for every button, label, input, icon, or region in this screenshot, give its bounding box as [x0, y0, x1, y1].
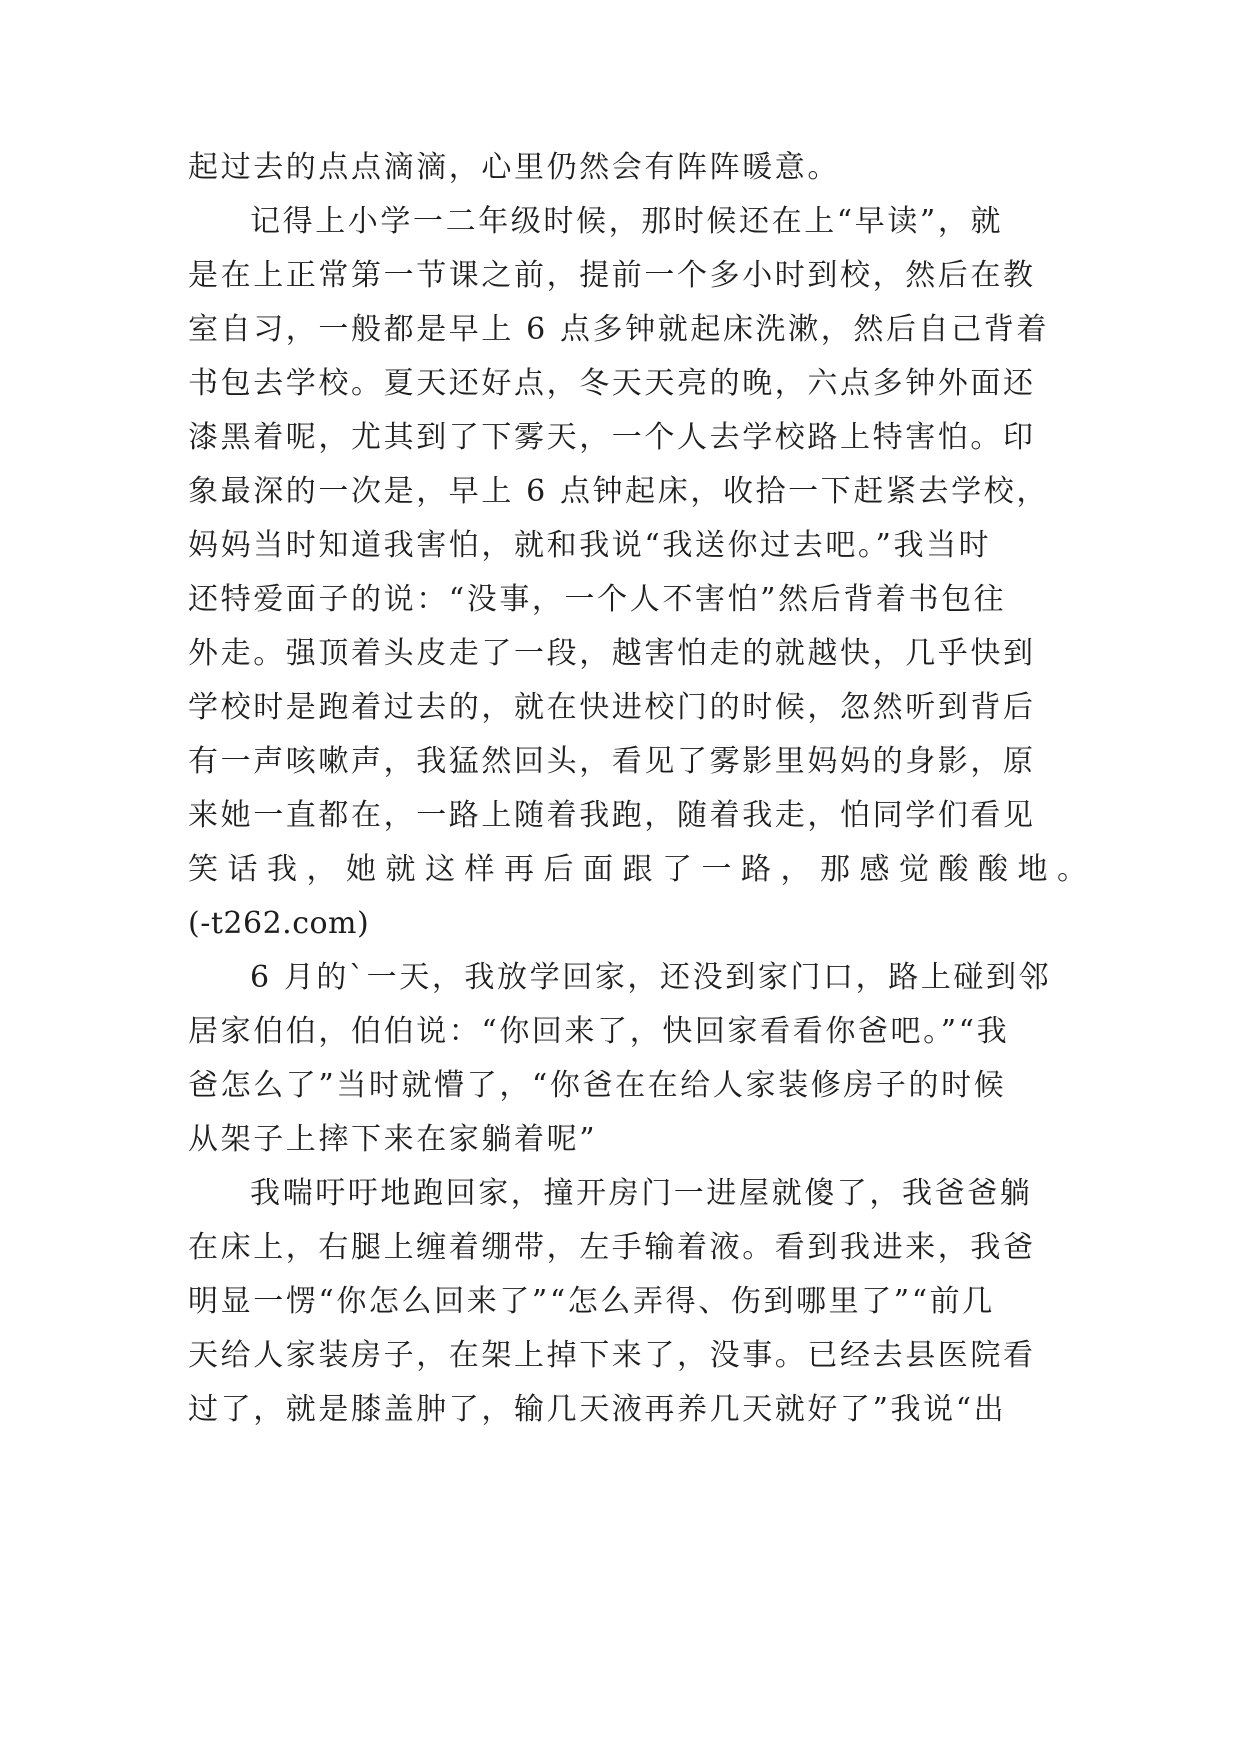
text-line: (-t262.com): [188, 906, 370, 941]
text-line: 记得上小学一二年级时候，那时候还在上“早读”，就: [250, 204, 1004, 239]
text-line: 还特爱面子的说：“没事，一个人不害怕”然后背着书包往: [188, 582, 1007, 617]
text-line: 过了，就是膝盖肿了，输几天液再养几天就好了”我说“出: [188, 1392, 1007, 1427]
text-line: 妈妈当时知道我害怕，就和我说“我送你过去吧。”我当时: [188, 528, 992, 563]
text-line: 是在上正常第一节课之前，提前一个多小时到校，然后在教: [188, 258, 1036, 293]
text-line: 天给人家装房子，在架上掉下来了，没事。已经去县医院看: [188, 1338, 1036, 1373]
text-line: 象最深的一次是，早上 6 点钟起床，收拾一下赶紧去学校，: [188, 474, 1049, 509]
text-line: 我喘吁吁地跑回家，撞开房门一进屋就傻了，我爸爸躺: [250, 1176, 1033, 1211]
text-line: 从架子上摔下来在家躺着呢”: [188, 1122, 598, 1157]
text-line: 起过去的点点滴滴，心里仍然会有阵阵暖意。: [188, 150, 840, 185]
text-line: 有一声咳嗽声，我猛然回头，看见了雾影里妈妈的身影，原: [188, 744, 1036, 779]
text-line: 6 月的`一天，我放学回家，还没到家门口，路上碰到邻: [250, 960, 1052, 995]
text-line: 室自习，一般都是早上 6 点多钟就起床洗漱，然后自己背着: [188, 312, 1049, 347]
text-line: 书包去学校。夏天还好点，冬天天亮的晚，六点多钟外面还: [188, 366, 1036, 401]
text-line: 居家伯伯，伯伯说：“你回来了，快回家看看你爸吧。”“我: [188, 1014, 1010, 1049]
text-line: 漆黑着呢，尤其到了下雾天，一个人去学校路上特害怕。印: [188, 420, 1036, 455]
text-line: 来她一直都在，一路上随着我跑，随着我走，怕同学们看见: [188, 798, 1036, 833]
text-line: 学校时是跑着过去的，就在快进校门的时候，忽然听到背后: [188, 690, 1036, 725]
text-line: 笑话我，她就这样再后面跟了一路，那感觉酸酸地。: [188, 852, 1097, 887]
text-line: 外走。强顶着头皮走了一段，越害怕走的就越快，几乎快到: [188, 636, 1036, 671]
text-line: 明显一愣“你怎么回来了”“怎么弄得、伤到哪里了”“前几: [188, 1284, 995, 1319]
text-line: 在床上，右腿上缠着绷带，左手输着液。看到我进来，我爸: [188, 1230, 1036, 1265]
text-line: 爸怎么了”当时就懵了，“你爸在在给人家装修房子的时候: [188, 1068, 1007, 1103]
